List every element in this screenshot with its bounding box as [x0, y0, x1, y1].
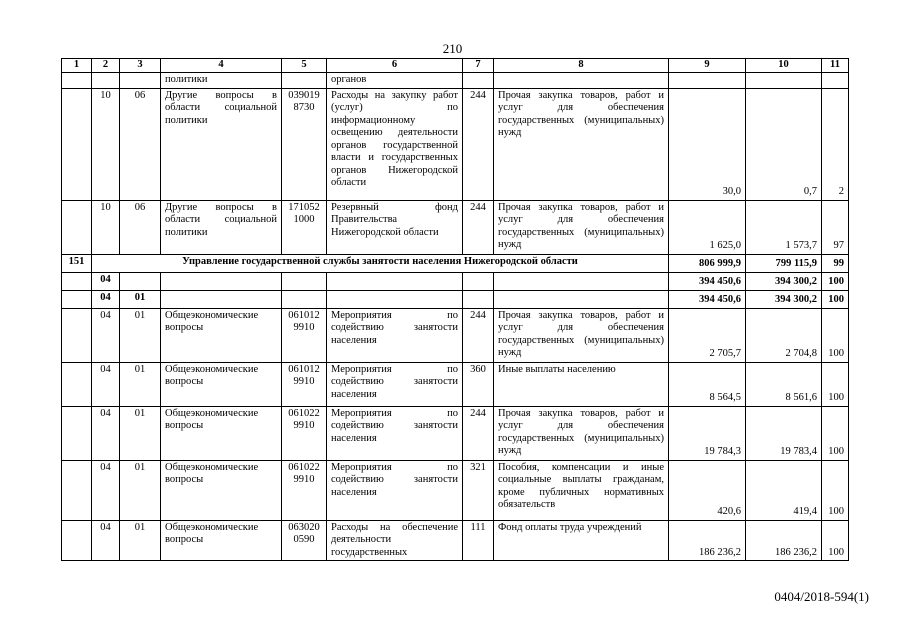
cell-col11: 99 [822, 254, 849, 272]
cell-col5: 061012 9910 [282, 308, 327, 362]
cell-col4: Общеэкономические вопросы [161, 520, 282, 561]
cell-col1 [62, 362, 92, 406]
table-row [62, 308, 849, 362]
cell-col9: 394 450,6 [669, 290, 746, 308]
cell-col10: 799 115,9 [746, 254, 822, 272]
cell-col7 [463, 290, 494, 308]
column-number-header [62, 59, 849, 73]
cell-col4 [161, 290, 282, 308]
cell-col3: 01 [120, 406, 161, 460]
page-number: 210 [442, 41, 463, 56]
cell-col8: Прочая закупка товаров, работ и услуг для обеспечения государственных (муниципальных) нужд [494, 308, 669, 362]
col-header: 4 [161, 59, 282, 73]
cell-col8: Иные выплаты населению [494, 362, 669, 406]
cell-col9: 8 564,5 [669, 362, 746, 406]
cell-col6: Мероприятия по содействию занятости населения [327, 308, 463, 362]
table-row [62, 73, 849, 89]
cell-col1 [62, 88, 92, 200]
cell-col5: 061022 9910 [282, 460, 327, 520]
cell-col10: 394 300,2 [746, 272, 822, 290]
cell-col7: 321 [463, 460, 494, 520]
cell-col11: 100 [822, 460, 849, 520]
cell-col1 [62, 308, 92, 362]
cell-col3: 01 [120, 460, 161, 520]
col-header: 10 [746, 59, 822, 73]
cell-col5: 063020 0590 [282, 520, 327, 561]
cell-col3: 01 [120, 308, 161, 362]
cell-col1: 151 [62, 254, 92, 272]
cell-col10: 8 561,6 [746, 362, 822, 406]
cell-col8: Пособия, компенсации и иные социальные выплаты гражданам, кроме публичных нормативных обязательств [494, 460, 669, 520]
cell-col9: 1 625,0 [669, 200, 746, 254]
col-header: 7 [463, 59, 494, 73]
cell-col2: 04 [92, 308, 120, 362]
cell-col4: Общеэкономические вопросы [161, 362, 282, 406]
total-row [62, 272, 849, 290]
cell-col6 [327, 290, 463, 308]
cell-col2: 04 [92, 520, 120, 561]
table-row [62, 88, 849, 200]
cell-col9: 186 236,2 [669, 520, 746, 561]
cell-col2: 04 [92, 362, 120, 406]
cell-col5 [282, 73, 327, 89]
cell-col6: органов [327, 73, 463, 89]
cell-col11: 2 [822, 88, 849, 200]
cell-col7: 244 [463, 88, 494, 200]
cell-col7: 244 [463, 308, 494, 362]
cell-col11: 100 [822, 290, 849, 308]
cell-col5: 061022 9910 [282, 406, 327, 460]
cell-col1 [62, 290, 92, 308]
cell-col5 [282, 272, 327, 290]
cell-col6: Мероприятия по содействию занятости населения [327, 362, 463, 406]
cell-col6: Мероприятия по содействию занятости населения [327, 460, 463, 520]
cell-col7: 244 [463, 406, 494, 460]
cell-col4 [161, 272, 282, 290]
cell-col8: Прочая закупка товаров, работ и услуг для обеспечения государственных (муниципальных) нужд [494, 406, 669, 460]
cell-col6: Резервный фонд Правительства Нижегородской области [327, 200, 463, 254]
cell-col3: 01 [120, 362, 161, 406]
cell-col8: Прочая закупка товаров, работ и услуг для обеспечения государственных (муниципальных) нужд [494, 88, 669, 200]
cell-col3: 06 [120, 88, 161, 200]
cell-col4: Общеэкономические вопросы [161, 460, 282, 520]
cell-col8 [494, 290, 669, 308]
cell-col1 [62, 73, 92, 89]
cell-col11: 100 [822, 308, 849, 362]
col-header: 9 [669, 59, 746, 73]
cell-col8: Фонд оплаты труда учреждений [494, 520, 669, 561]
cell-col4: Общеэкономические вопросы [161, 308, 282, 362]
cell-col7: 244 [463, 200, 494, 254]
col-header: 2 [92, 59, 120, 73]
document-code: 0404/2018-594(1) [774, 589, 869, 604]
cell-col2: 10 [92, 88, 120, 200]
col-header: 3 [120, 59, 161, 73]
table-body [62, 73, 849, 561]
cell-col1 [62, 406, 92, 460]
cell-col10: 1 573,7 [746, 200, 822, 254]
cell-col5: 061012 9910 [282, 362, 327, 406]
cell-col4: политики [161, 73, 282, 89]
cell-col2: 04 [92, 406, 120, 460]
cell-col11 [822, 73, 849, 89]
cell-col1 [62, 200, 92, 254]
cell-col10: 186 236,2 [746, 520, 822, 561]
cell-col2: 10 [92, 200, 120, 254]
cell-col9 [669, 73, 746, 89]
cell-col7: 111 [463, 520, 494, 561]
cell-col7: 360 [463, 362, 494, 406]
cell-col10: 419,4 [746, 460, 822, 520]
col-header: 6 [327, 59, 463, 73]
cell-col9: 19 784,3 [669, 406, 746, 460]
cell-col1 [62, 460, 92, 520]
cell-col2: 04 [92, 272, 120, 290]
cell-col2 [92, 73, 120, 89]
cell-col2: 04 [92, 290, 120, 308]
table-row [62, 200, 849, 254]
cell-col2: 04 [92, 460, 120, 520]
cell-col8: Прочая закупка товаров, работ и услуг для обеспечения государственных (муниципальных) нужд [494, 200, 669, 254]
table-row [62, 406, 849, 460]
total-row [62, 290, 849, 308]
table-row [62, 460, 849, 520]
cell-col5 [282, 290, 327, 308]
col-header: 1 [62, 59, 92, 73]
cell-col3: 01 [120, 520, 161, 561]
col-header: 5 [282, 59, 327, 73]
cell-col6: Расходы на закупку работ (услуг) по информационному освещению деятельности органов государственной власти и государственных органов Нижегородской области [327, 88, 463, 200]
cell-col10: 0,7 [746, 88, 822, 200]
col-header: 11 [822, 59, 849, 73]
cell-col9: 420,6 [669, 460, 746, 520]
cell-col6 [327, 272, 463, 290]
budget-table [61, 58, 849, 561]
col-header: 8 [494, 59, 669, 73]
cell-col10: 2 704,8 [746, 308, 822, 362]
cell-col6: Мероприятия по содействию занятости населения [327, 406, 463, 460]
cell-col11: 100 [822, 406, 849, 460]
cell-col3 [120, 272, 161, 290]
cell-col8 [494, 73, 669, 89]
cell-col6: Расходы на обеспечение деятельности государственных [327, 520, 463, 561]
cell-col11: 100 [822, 362, 849, 406]
cell-col10: 394 300,2 [746, 290, 822, 308]
cell-col1 [62, 520, 92, 561]
cell-col11: 97 [822, 200, 849, 254]
cell-col9: 394 450,6 [669, 272, 746, 290]
section-row [62, 254, 849, 272]
cell-col11: 100 [822, 520, 849, 561]
table-row [62, 362, 849, 406]
cell-col11: 100 [822, 272, 849, 290]
cell-col4: Другие вопросы в области социальной политики [161, 88, 282, 200]
cell-col3 [120, 73, 161, 89]
cell-col10 [746, 73, 822, 89]
cell-col4: Другие вопросы в области социальной политики [161, 200, 282, 254]
cell-col9: 2 705,7 [669, 308, 746, 362]
cell-col3: 01 [120, 290, 161, 308]
cell-col5: 171052 1000 [282, 200, 327, 254]
cell-col3: 06 [120, 200, 161, 254]
section-title: Управление государственной службы занятости населения Нижегородской области [92, 254, 669, 272]
cell-col7 [463, 272, 494, 290]
cell-col9: 806 999,9 [669, 254, 746, 272]
cell-col7 [463, 73, 494, 89]
cell-col9: 30,0 [669, 88, 746, 200]
cell-col8 [494, 272, 669, 290]
cell-col10: 19 783,4 [746, 406, 822, 460]
table-row [62, 520, 849, 561]
cell-col1 [62, 272, 92, 290]
cell-col5: 039019 8730 [282, 88, 327, 200]
cell-col4: Общеэкономические вопросы [161, 406, 282, 460]
